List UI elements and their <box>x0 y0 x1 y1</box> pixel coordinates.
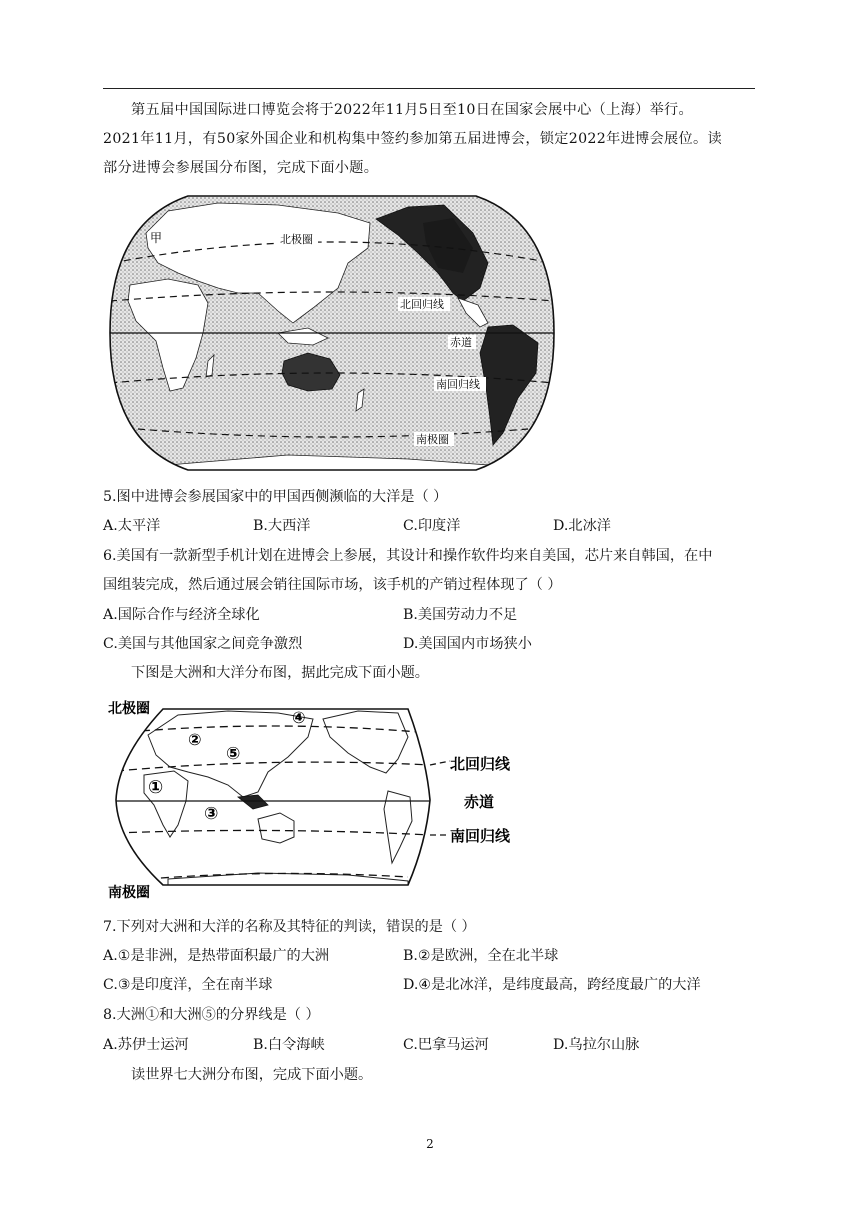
question-6-options-row-2 <box>103 633 755 655</box>
q7-option-a[interactable]: A.①是非洲，是热带面积最广的大洲 <box>103 948 330 964</box>
q5-option-c[interactable]: C.印度洋 <box>403 518 461 534</box>
marker-2: ② <box>188 730 202 749</box>
q6-option-b[interactable]: B.美国劳动力不足 <box>403 607 518 623</box>
q7-option-b[interactable]: B.②是欧洲，全在北半球 <box>403 948 559 964</box>
intro-line-3: 部分进博会参展国分布图，完成下面小题。 <box>103 160 379 176</box>
intro-line-1: 第五届中国国际进口博览会将于2022年11月5日至10日在国家会展中心（上海）举行。 <box>131 102 694 118</box>
arctic-circle-label: 北极圈 <box>280 233 313 246</box>
question-5-stem: 5.图中进博会参展国家中的甲国西侧濒临的大洋是（ ） <box>103 489 448 505</box>
q6-option-c[interactable]: C.美国与其他国家之间竞争激烈 <box>103 636 303 652</box>
australia-outline <box>258 813 294 843</box>
seven-continents-intro: 读世界七大洲分布图，完成下面小题。 <box>131 1067 373 1083</box>
equator-label-2: 赤道 <box>464 793 495 811</box>
question-7-options-row-2 <box>103 974 755 996</box>
continents-oceans-map <box>108 697 528 903</box>
marker-3: ③ <box>204 804 219 824</box>
antarctic-circle-label: 南极圈 <box>416 433 449 446</box>
q6-option-a[interactable]: A.国际合作与经济全球化 <box>103 607 260 623</box>
arctic-circle-label-2: 北极圈 <box>108 701 150 717</box>
tropic-of-cancer-leader <box>430 761 450 765</box>
question-7-stem: 7.下列对大洲和大洋的名称及其特征的判读，错误的是（ ） <box>103 919 476 935</box>
q7-option-c[interactable]: C.③是印度洋，全在南半球 <box>103 977 273 993</box>
q5-option-a[interactable]: A.太平洋 <box>103 518 161 534</box>
tropic-of-capricorn-label: 南回归线 <box>436 378 480 391</box>
question-7-options-row-1 <box>103 945 755 967</box>
q6-option-d[interactable]: D.美国国内市场狭小 <box>403 636 532 652</box>
q5-option-b[interactable]: B.大西洋 <box>253 518 311 534</box>
question-5-options <box>103 515 755 537</box>
antarctic-circle-label-2: 南极圈 <box>108 885 150 901</box>
question-6-stem-line-2: 国组装完成，然后通过展会销往国际市场，该手机的产销过程体现了（ ） <box>103 577 562 593</box>
q8-option-b[interactable]: B.白令海峡 <box>253 1037 325 1053</box>
page-number: 2 <box>426 1137 434 1151</box>
q7-option-d[interactable]: D.④是北冰洋，是纬度最高，跨经度最广的大洋 <box>403 977 701 993</box>
equator-label: 赤道 <box>450 336 472 349</box>
antarctica-outline <box>168 873 408 903</box>
marker-4: ④ <box>292 708 306 727</box>
question-6-stem-line-1: 6.美国有一款新型手机计划在进博会上参展，其设计和操作软件均来自美国，芯片来自韩国，在中 <box>103 548 713 564</box>
question-8-stem: 8.大洲①和大洲⑤的分界线是（ ） <box>103 1007 320 1023</box>
tropic-of-cancer-label: 北回归线 <box>400 298 444 311</box>
tropic-of-cancer-label-2: 北回归线 <box>450 755 511 773</box>
q8-option-a[interactable]: A.苏伊士运河 <box>103 1037 189 1053</box>
question-6-options-row-1 <box>103 604 755 626</box>
intro-line-2: 2021年11月，有50家外国企业和机构集中签约参加第五届进博会，锁定2022年进博会展位。读 <box>103 131 722 147</box>
marker-1: ① <box>148 777 164 798</box>
question-8-options <box>103 1034 755 1056</box>
intro-paragraph <box>103 96 755 183</box>
continents-intro: 下图是大洲和大洋分布图，据此完成下面小题。 <box>131 665 429 681</box>
participating-countries-map <box>108 193 556 473</box>
header-rule <box>103 88 755 89</box>
q8-option-c[interactable]: C.巴拿马运河 <box>403 1037 489 1053</box>
marker-5: ⑤ <box>226 744 241 764</box>
q8-option-d[interactable]: D.乌拉尔山脉 <box>553 1037 640 1053</box>
q5-option-d[interactable]: D.北冰洋 <box>553 518 611 534</box>
jia-label: 甲 <box>150 231 163 245</box>
tropic-of-capricorn-label-2: 南回归线 <box>450 827 511 845</box>
